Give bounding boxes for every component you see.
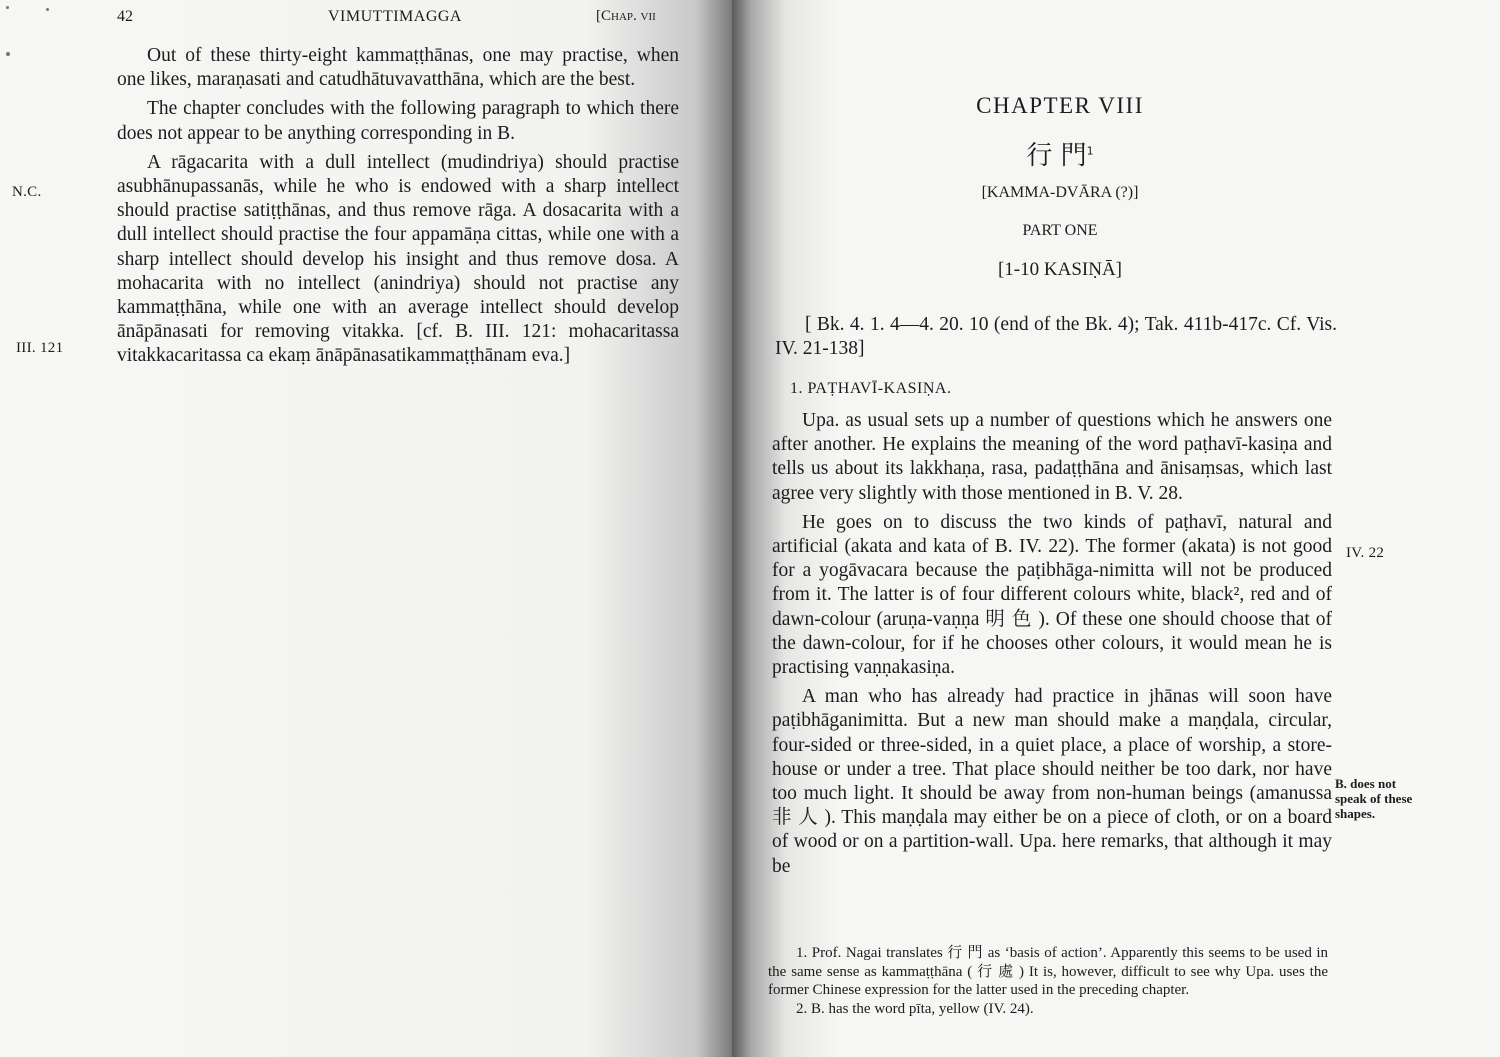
paragraph: Out of these thirty-eight kammaṭṭhānas, one may practise, when one likes, maraṇasati and catudhātuvavatthāna, which are the best. — [117, 45, 679, 91]
chapter-subtitle: [KAMMA-DVĀRA (?)] — [981, 184, 1139, 201]
speck — [46, 8, 49, 11]
footnote: 1. Prof. Nagai translates 行 門 as ‘basis of action’. Apparently this seems to be used in the same sense as kammaṭṭhāna ( 行 處 ) It is, however, difficult to see why Upa. uses the former Chinese expression for the latter used in the preceding chapter. — [768, 945, 1328, 999]
left-body-text — [117, 44, 679, 369]
footnote: 2. B. has the word pīta, yellow (IV. 24). — [796, 1001, 1034, 1018]
section-range: [1-10 KASIṆĀ] — [997, 259, 1122, 280]
right-body-text — [772, 409, 1332, 879]
speck — [6, 6, 9, 9]
paragraph: A rāgacarita with a dull intellect (mudindriya) should practise asubhānupassanās, while he who is endowed with a sharp intellect should practise satiṭṭhānas, and thus remove rāga. A dosacarita with a dull intellect should practise the four appamāṇa cittas, while one with a sharp intellect should develop his insight and thus remove dosa. A mohacarita with no intellect (anindriya) should not practise any kammaṭṭhāna, while one with an average intellect should develop ānāpānasati for removing vitakka. [cf. B. III. 121: mohacaritassa vitakkacaritassa ca ekaṃ ānāpānasatikammaṭṭhānam eva.] — [117, 151, 679, 367]
section-heading: 1. PAṬHAVĪ-KASIṆA. — [790, 380, 952, 397]
running-title: VIMUTTIMAGGA — [328, 8, 462, 25]
footnote-marker: 1 — [1086, 144, 1094, 158]
paragraph: Upa. as usual sets up a number of questions which he answers one after another. He explains the meaning of the word paṭhavī-kasiṇa and tells us about its lakkhaṇa, rasa, padaṭṭhāna and ānisaṃsas, which last agree very slightly with those mentioned in B. V. 28. — [772, 410, 1332, 504]
page-number: 42 — [117, 8, 133, 25]
margin-note: B. does not speak of these shapes. — [1335, 776, 1413, 821]
paragraph: The chapter concludes with the following paragraph to which there does not appear to be anything corresponding in B. — [117, 98, 679, 144]
chinese-title-text: 行 門 — [1026, 141, 1087, 171]
paragraph: A man who has already had practice in jhānas will soon have paṭibhāganimitta. But a new man should make a maṇḍala, circular, four-sided or three-sided, in a quiet place, a place of worship, a store-house or under a tree. That place should neither be too dark, nor have too much light. It should be away from non-human beings (amanussa 非 人 ). This maṇḍala may either be on a piece of cloth, or on a board of wood or on a partition-wall. Upa. here remarks, that although it may be — [772, 686, 1332, 877]
chapter-title: CHAPTER VIII — [976, 93, 1144, 118]
speck — [6, 52, 10, 56]
reference-block: [ Bk. 4. 1. 4—4. 20. 10 (end of the Bk. 4); Tak. 411b-417c. Cf. Vis. IV. 21-138] — [775, 314, 1337, 360]
paragraph: He goes on to discuss the two kinds of paṭhavī, natural and artificial (akata and kata of B. IV. 22). The former (akata) is not good for a yogāvacara because the paṭibhāga-nimitta will not be produced from it. The latter is of four different colours white, black², red and of dawn-colour (aruṇa-vaṇṇa 明 色 ). Of these one should choose that of the dawn-colour, for if he chooses other colours, it would mean he is practising vaṇṇakasiṇa. — [772, 511, 1332, 679]
chinese-title — [932, 135, 1188, 172]
margin-note: III. 121 — [16, 340, 64, 356]
chapter-ref: [Chap. vii — [596, 8, 656, 24]
left-page — [0, 0, 732, 1057]
margin-note: IV. 22 — [1346, 545, 1385, 561]
part-heading: PART ONE — [1022, 222, 1098, 239]
footnotes — [768, 944, 1328, 1019]
margin-note: N.C. — [12, 184, 42, 200]
right-page — [732, 0, 1500, 1057]
